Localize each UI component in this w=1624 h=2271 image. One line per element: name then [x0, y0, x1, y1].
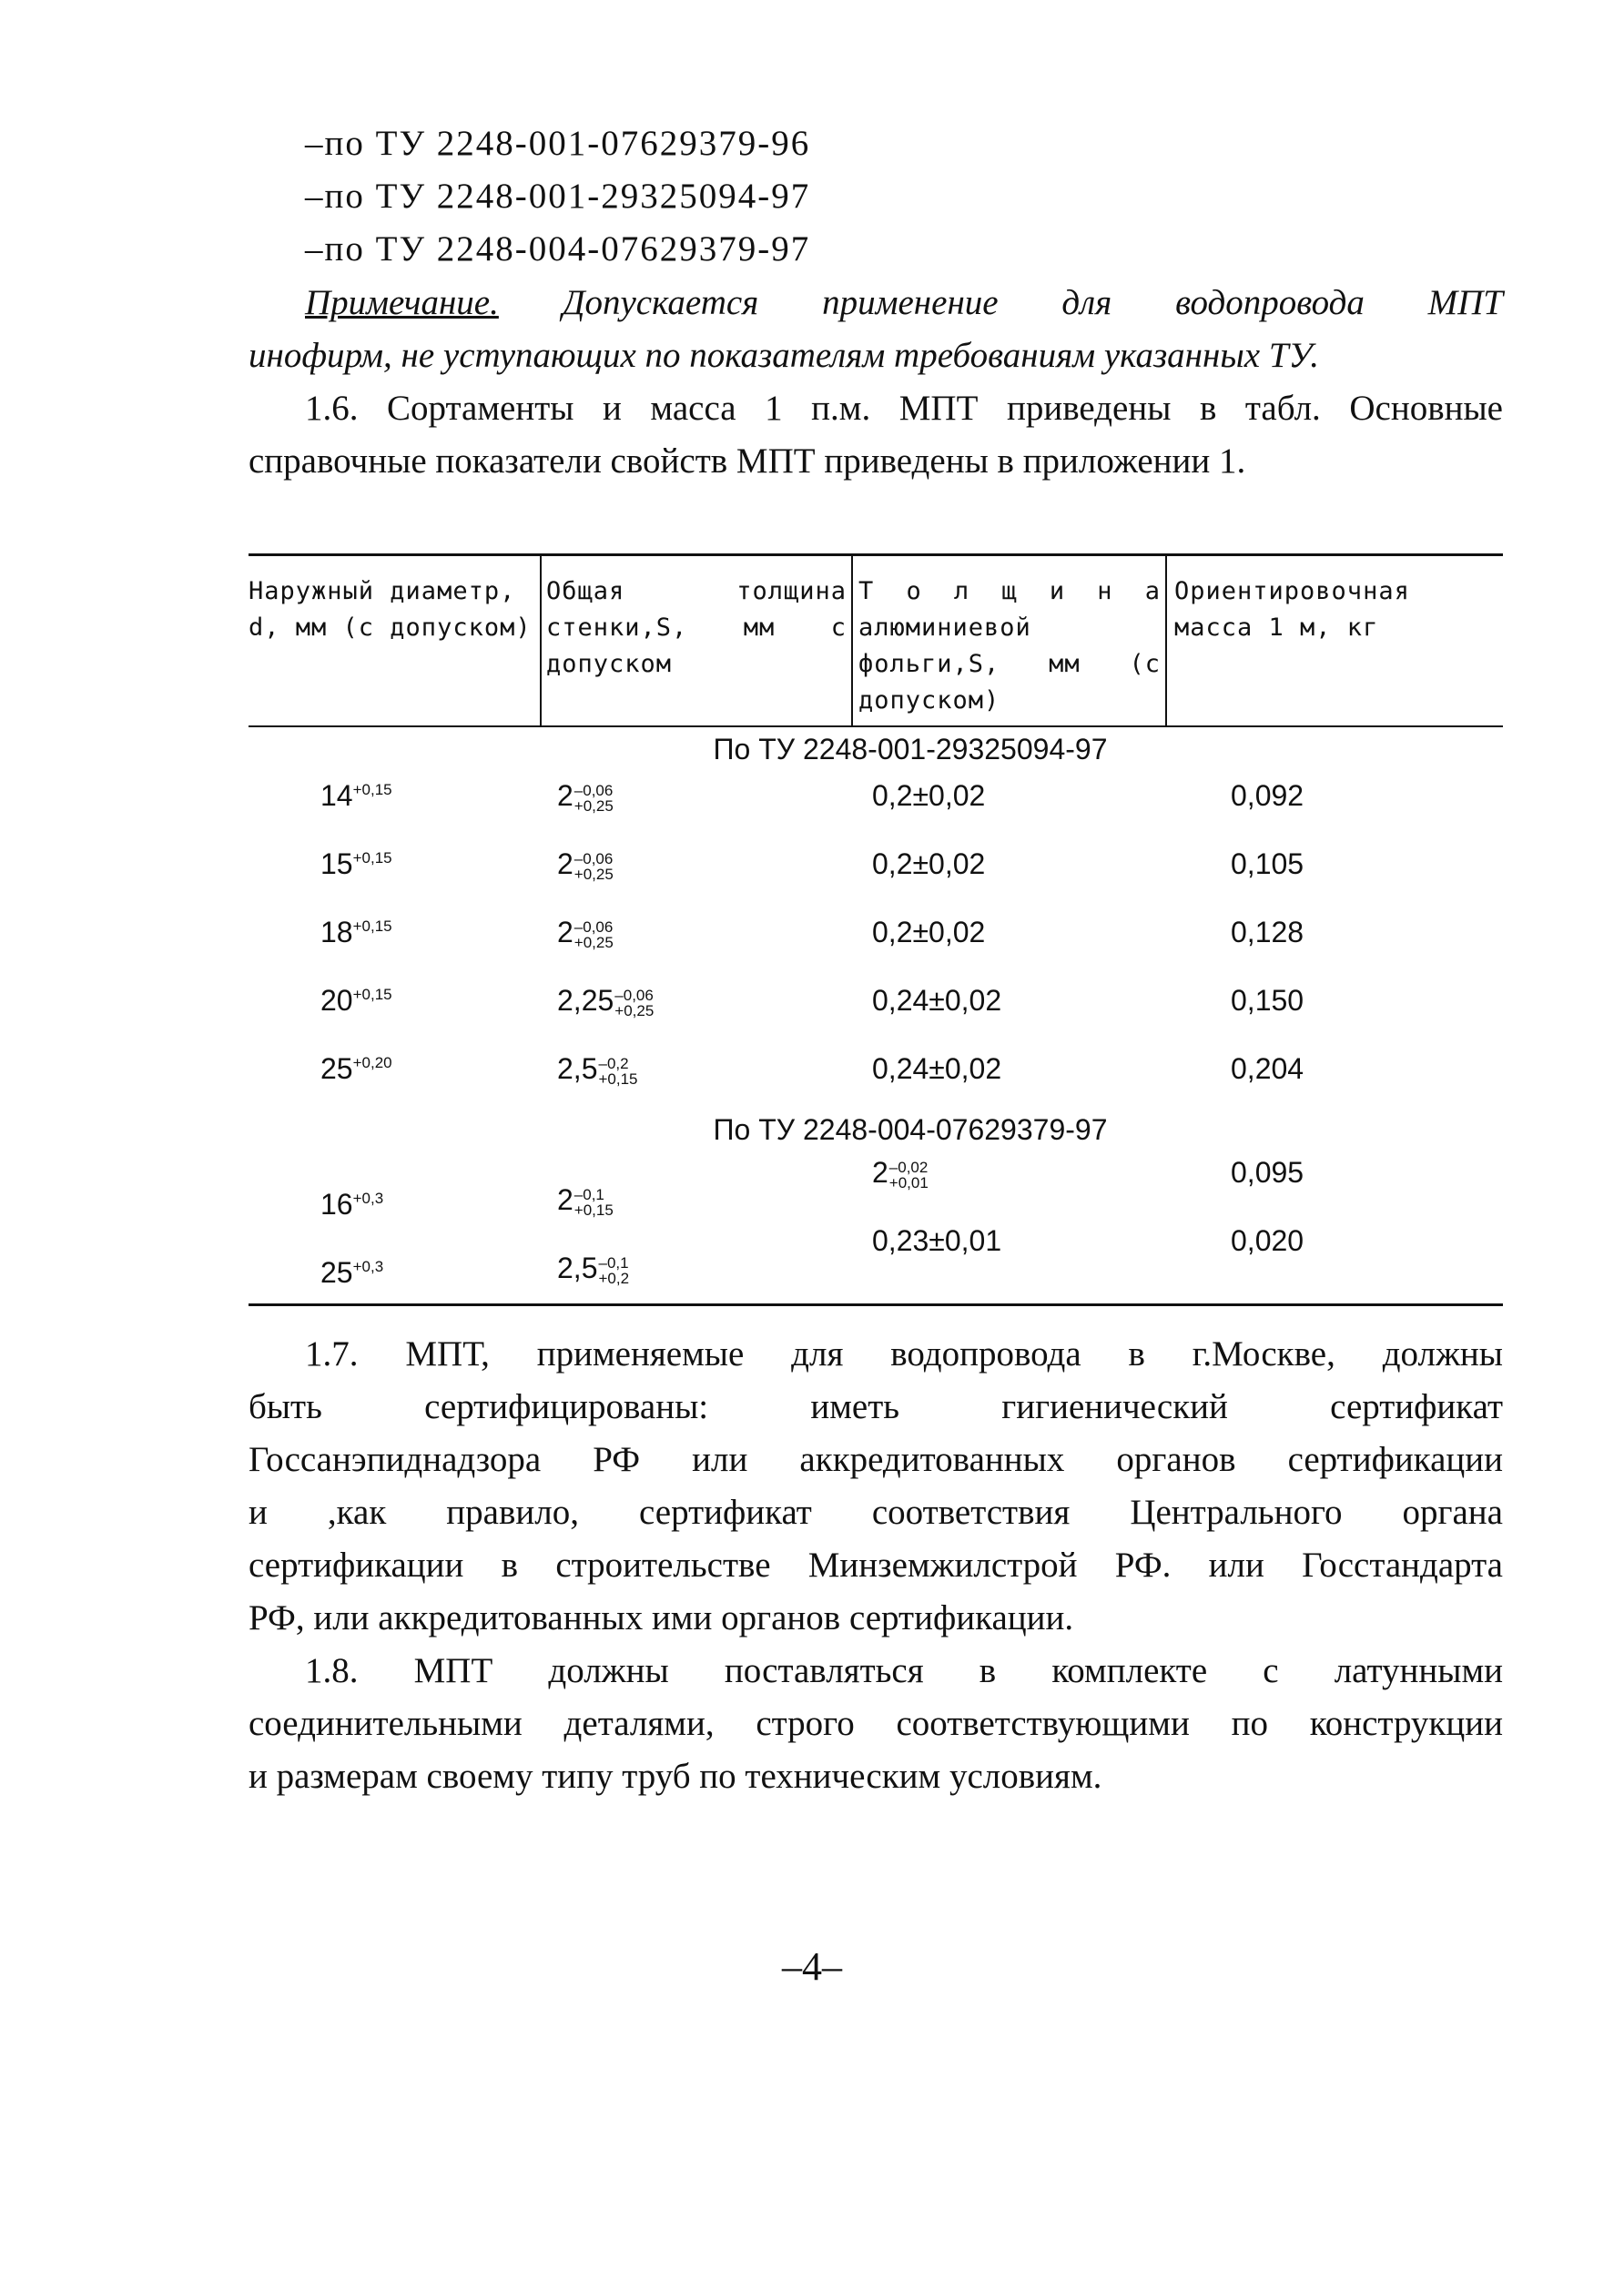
table-header-rule	[249, 725, 1503, 727]
mass-cell: 0,128	[1231, 916, 1304, 948]
diameter-cell: $20^{+0,15}$	[320, 984, 392, 1017]
mass-cell: 0,092	[1231, 779, 1304, 812]
paragraph-1-6: справочные показатели свойств МПТ приведены в приложении 1.	[249, 441, 1246, 481]
wall-thickness-cell: 2,5 –0,2 +0,15	[557, 1052, 638, 1088]
paragraph-1-7: быть сертифицированы: иметь гигиенический сертификат	[249, 1387, 1503, 1426]
page-number: –4–	[782, 1944, 842, 1989]
paragraph-1-7: РФ, или аккредитованных ими органов сертификации.	[249, 1598, 1074, 1637]
foil-thickness-cell: 0,2±0,02	[872, 779, 986, 812]
note-text: Допускается применение для водопровода МПТ	[562, 283, 1503, 322]
mass-cell: 0,105	[1231, 847, 1304, 880]
wall-thickness-cell: 2 –0,06 +0,25	[557, 779, 614, 815]
header-outer-diameter: Наружный диаметр, d, мм (с допуском)	[249, 577, 532, 642]
table-top-rule	[249, 553, 1503, 556]
paragraph-1-6: 1.6. Сортаменты и масса 1 п.м. МПТ приведены в табл. Основные	[305, 389, 1503, 428]
wall-thickness-cell: 2 –0,1 +0,15	[557, 1183, 614, 1219]
table-section-title: По ТУ 2248-001-29325094-97	[713, 733, 1108, 765]
mass-cell: 0,020	[1231, 1224, 1304, 1257]
column-divider	[851, 555, 853, 726]
foil-thickness-cell: 0,2±0,02	[872, 916, 986, 948]
wall-thickness-cell: 2 –0,06 +0,25	[557, 847, 614, 883]
wall-thickness-cell: 2 –0,06 +0,25	[557, 916, 614, 951]
table-section-title: По ТУ 2248-004-07629379-97	[713, 1113, 1108, 1146]
diameter-cell: $18^{+0,15}$	[320, 916, 392, 948]
paragraph-1-8: соединительными деталями, строго соответствующими по конструкции	[249, 1704, 1503, 1743]
paragraph-1-7: сертификации в строительстве Минземжилстрой РФ. или Госстандарта	[249, 1546, 1503, 1585]
paragraph-1-7: 1.7. МПТ, применяемые для водопровода в г.Москве, должны	[305, 1334, 1503, 1374]
diameter-cell: $16^{+0,3}$	[320, 1188, 384, 1221]
diameter-cell: $25^{+0,20}$	[320, 1052, 392, 1085]
foil-thickness-cell: 0,24±0,02	[872, 1052, 1002, 1085]
mass-cell: 0,095	[1231, 1156, 1304, 1189]
foil-thickness-cell: 0,2±0,02	[872, 847, 986, 880]
table-bottom-rule	[249, 1303, 1503, 1306]
mass-cell: 0,150	[1231, 984, 1304, 1017]
column-divider	[540, 555, 542, 726]
mass-cell: 0,204	[1231, 1052, 1304, 1085]
header-wall-thickness: Общая толщина стенки,S, мм с допуском	[546, 577, 847, 678]
paragraph-1-8: 1.8. МПТ должны поставляться в комплекте с латунными	[305, 1651, 1503, 1690]
tu-reference-line: –по ТУ 2248-001-07629379-96	[305, 124, 811, 163]
diameter-cell: $14^{+0,15}$	[320, 779, 392, 812]
column-divider	[1165, 555, 1167, 726]
diameter-cell: $15^{+0,15}$	[320, 847, 392, 880]
wall-thickness-cell: 2,25 –0,06 +0,25	[557, 984, 655, 1019]
foil-thickness-cell: 0,23±0,01	[872, 1224, 1002, 1257]
foil-thickness-cell: 2 –0,02 +0,01	[872, 1156, 929, 1191]
wall-thickness-cell: 2,5 –0,1 +0,2	[557, 1252, 630, 1287]
paragraph-1-7: и ,как правило, сертификат соответствия Центрального органа	[249, 1493, 1503, 1532]
tu-reference-line: –по ТУ 2248-001-29325094-97	[305, 177, 811, 216]
paragraph-1-8: и размерам своему типу труб по техническим условиям.	[249, 1757, 1102, 1796]
note-label: Примечание.	[305, 283, 499, 322]
header-mass: Ориентировочная масса 1 м, кг	[1174, 577, 1410, 642]
header-foil-thickness: Т о л щ и н а алюминиевой фольги,S, мм (с допуском)	[858, 577, 1161, 715]
note-line	[305, 282, 1503, 323]
paragraph-1-7: Госсанэпиднадзора РФ или аккредитованных органов сертификации	[249, 1440, 1503, 1479]
tu-reference-line: –по ТУ 2248-004-07629379-97	[305, 229, 811, 269]
foil-thickness-cell: 0,24±0,02	[872, 984, 1002, 1017]
diameter-cell: $25^{+0,3}$	[320, 1256, 384, 1289]
note-text: инофирм, не уступающих по показателям требованиям указанных ТУ.	[249, 336, 1320, 375]
